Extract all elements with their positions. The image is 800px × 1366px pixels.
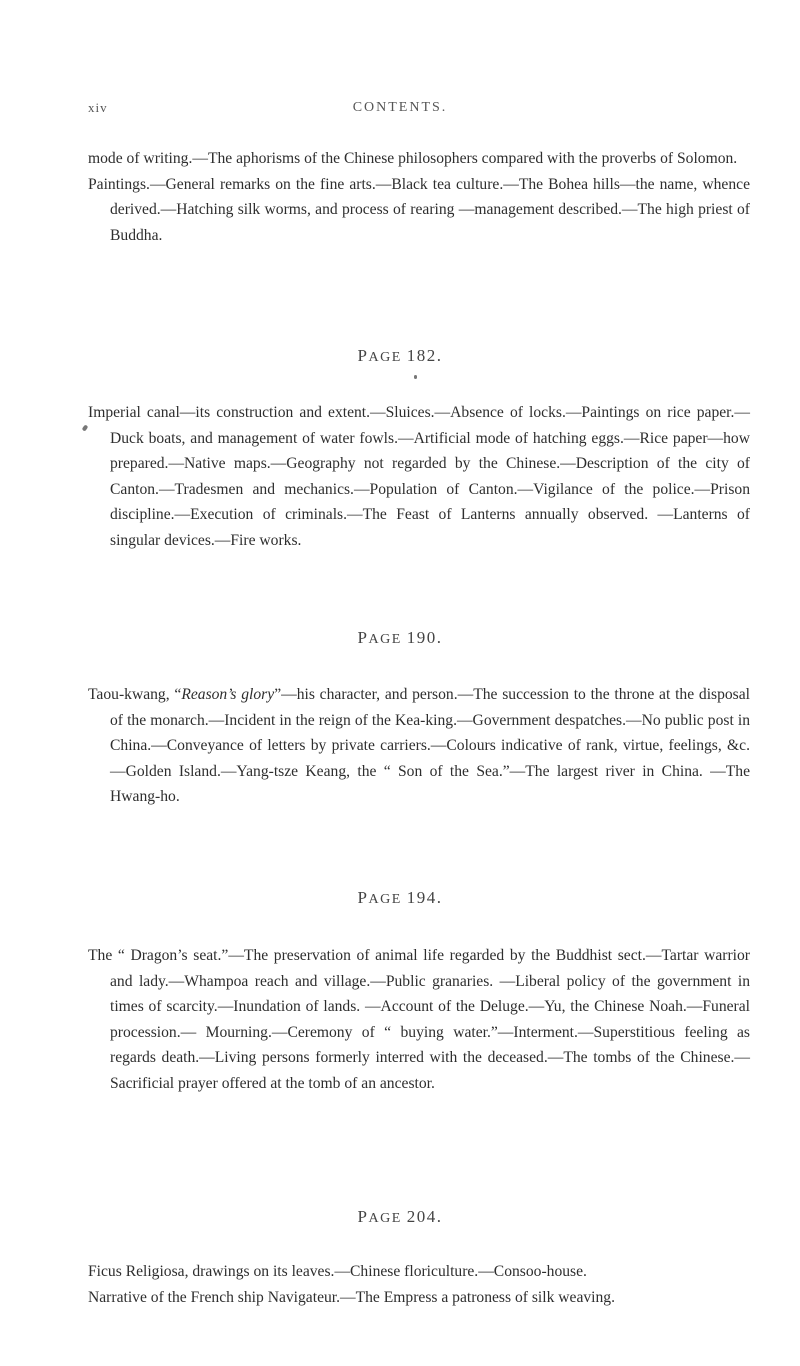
- section-190-paragraph: [88, 682, 750, 810]
- section-194-paragraph: The “ Dragon’s seat.”—The preservation of animal life regarded by the Buddhist sect.—Tartar warrior and lady.—Whampoa reach and village.—Public granaries. —Liberal policy of the government in times of scarcity.—Inundation of lands. —Account of the Deluge.—Yu, the Chinese Noah.—Funeral procession.— Mourning.—Ceremony of “ buying water.”—Interment.—Superstitious feeling as regards death.—Living persons formerly interred with the deceased.—The tombs of the Chinese.—Sacrificial prayer offered at the tomb of an ancestor.: [88, 947, 750, 1092]
- ink-speck: [414, 375, 417, 379]
- section-204-line-2: Narrative of the French ship Navigateur.—The Empress a patroness of silk weaving.: [88, 1288, 616, 1306]
- page-number: xiv: [88, 100, 108, 115]
- section-182: [88, 400, 750, 553]
- section-194: [88, 943, 750, 1096]
- section-heading-182: PAGE 182.: [357, 346, 443, 365]
- section-continuation: [88, 146, 750, 248]
- running-head: [0, 100, 800, 124]
- section-heading-190: PAGE 190.: [357, 628, 443, 647]
- section-190-italic: Reason’s glory: [181, 686, 275, 703]
- section-204: [88, 1259, 750, 1310]
- section-heading-194: PAGE 194.: [357, 888, 443, 907]
- section-heading-204: PAGE 204.: [357, 1207, 443, 1226]
- section-182-paragraph: Imperial canal—its construction and extent.—Sluices.—Absence of locks.—Paintings on rice paper.—Duck boats, and management of water fowls.—Artificial mode of hatching eggs.—Rice paper—how prepared.—Native maps.—Geography not regarded by the Chinese.—Description of the city of Canton.—Tradesmen and mechanics.—Population of Canton.—Vigilance of the police.—Prison discipline.—Execution of criminals.—The Feast of Lanterns annually observed. —Lanterns of singular devices.—Fire works.: [88, 404, 750, 549]
- section-190-pre: Taou-kwang, “: [88, 686, 182, 703]
- section-190: [88, 682, 750, 810]
- section-204-line-1: Ficus Religiosa, drawings on its leaves.—Chinese floriculture.—Consoo-house.: [88, 1263, 587, 1280]
- paintings-paragraph: Paintings.—General remarks on the fine arts.—Black tea culture.—The Bohea hills—the name, whence derived.—Hatching silk worms, and process of rearing —management described.—The high priest of Buddha.: [88, 175, 750, 244]
- continuation-paragraph: mode of writing.—The aphorisms of the Chinese philosophers compared with the proverbs of Solomon.: [88, 150, 738, 167]
- running-title: CONTENTS.: [352, 100, 448, 115]
- section-190-post: ”—his character, and person.—The succession to the throne at the disposal of the monarch.—Incident in the reign of the Kea-king.—Government despatches.—No public post in China.—Conveyance of letters by private carriers.—Colours indicative of rank, virtue, feelings, &c.—Golden Island.—Yang-tsze Keang, the “ Son of the Sea.”—The largest river in China. —The Hwang-ho.: [110, 686, 751, 805]
